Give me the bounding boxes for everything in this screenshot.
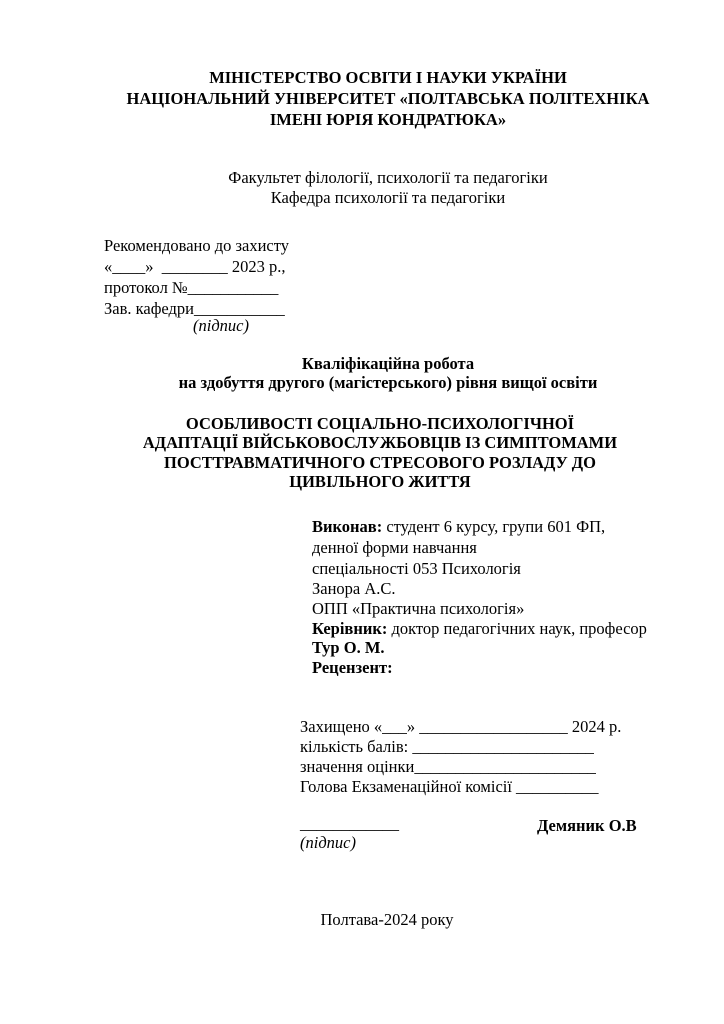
program: ОПП «Практична психологія» bbox=[312, 599, 525, 618]
work-type: Кваліфікаційна робота bbox=[301, 354, 475, 373]
study-form: денної форми навчання bbox=[312, 538, 477, 557]
supervisor-name: Тур О. М. bbox=[312, 638, 385, 657]
chair-name: Демяник О.В bbox=[537, 816, 637, 835]
defended-date: Захищено «___» __________________ 2024 р. bbox=[300, 717, 622, 736]
supervisor bbox=[312, 619, 647, 639]
protocol-number: протокол №___________ bbox=[104, 278, 279, 297]
specialty: спеціальності 053 Психологія bbox=[312, 559, 521, 578]
commission-chair: Голова Екзаменаційної комісії __________ bbox=[300, 777, 599, 796]
recommendation-line: Рекомендовано до захисту bbox=[104, 236, 289, 255]
performed-by bbox=[312, 517, 605, 537]
head-of-department: Зав. кафедри___________ bbox=[104, 299, 285, 318]
ministry-heading: МІНІСТЕРСТВО ОСВІТИ І НАУКИ УКРАЇНИ bbox=[209, 68, 567, 87]
supervisor-label: Керівник: bbox=[312, 619, 388, 638]
work-title-line: ОСОБЛИВОСТІ СОЦІАЛЬНО-ПСИХОЛОГІЧНОЇ bbox=[185, 414, 575, 433]
university-heading-line2: ІМЕНІ ЮРІЯ КОНДРАТЮКА» bbox=[269, 110, 507, 129]
department: Кафедра психології та педагогіки bbox=[270, 188, 506, 207]
performed-label: Виконав: bbox=[312, 517, 383, 536]
recommendation-date: «____» ________ 2023 р., bbox=[104, 257, 286, 276]
signature-note: (підпис) bbox=[193, 316, 249, 335]
university-heading-line1: НАЦІОНАЛЬНИЙ УНІВЕРСИТЕТ «ПОЛТАВСЬКА ПОЛІТЕХНІКА bbox=[126, 89, 650, 108]
work-title-line: ЦИВІЛЬНОГО ЖИТТЯ bbox=[289, 472, 471, 491]
work-title-line: АДАПТАЦІЇ ВІЙСЬКОВОСЛУЖБОВЦІВ ІЗ СИМПТОМАМИ bbox=[142, 433, 618, 452]
grade-value: значення оцінки______________________ bbox=[300, 757, 596, 776]
work-degree: на здобуття другого (магістерського) рівня вищої освіти bbox=[178, 373, 598, 392]
signature-note: (підпис) bbox=[300, 833, 356, 852]
signature-line: ____________ bbox=[300, 814, 399, 833]
city-year: Полтава-2024 року bbox=[320, 910, 454, 929]
reviewer-label: Рецензент: bbox=[312, 658, 393, 677]
supervisor-value: доктор педагогічних наук, професор bbox=[387, 619, 647, 638]
author-name: Занора А.С. bbox=[312, 579, 396, 598]
points-count: кількість балів: ______________________ bbox=[300, 737, 594, 756]
faculty: Факультет філології, психології та педагогіки bbox=[228, 168, 548, 187]
performed-value: студент 6 курсу, групи 601 ФП, bbox=[382, 517, 606, 536]
work-title-line: ПОСТТРАВМАТИЧНОГО СТРЕСОВОГО РОЗЛАДУ ДО bbox=[163, 453, 596, 472]
